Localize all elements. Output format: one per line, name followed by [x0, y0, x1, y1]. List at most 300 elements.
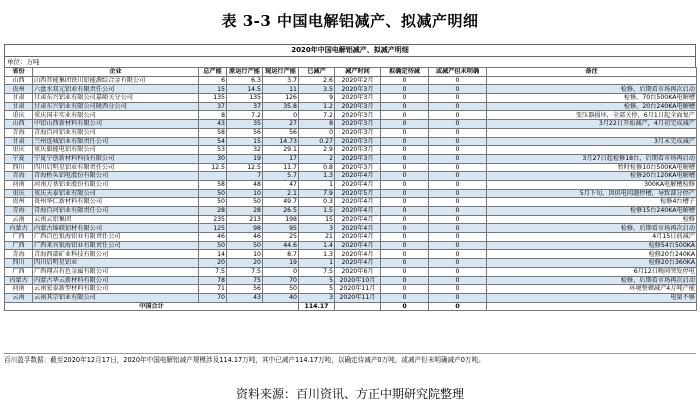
table-cell: 26.5: [263, 207, 299, 216]
table-row: [5, 293, 697, 302]
table-row: [5, 172, 697, 181]
table-cell: 3: [299, 224, 335, 233]
table-cell: 0: [381, 163, 429, 172]
table-cell: 8: [199, 111, 227, 120]
table-cell: [487, 76, 697, 85]
table-cell: 7.2: [227, 111, 263, 120]
table-cell: 4月15日前减产: [487, 233, 697, 242]
table-cell: 56: [227, 285, 263, 294]
table-row: [5, 146, 697, 155]
table-cell: 0: [381, 94, 429, 103]
table-cell: 0: [429, 137, 487, 146]
table-cell: 0: [429, 189, 487, 198]
table-cell: 0: [381, 267, 429, 276]
page-title: 表 3-3 中国电解铝减产、拟减产明细: [221, 12, 479, 30]
table-cell: 5: [299, 276, 335, 285]
table-cell: 0: [429, 128, 487, 137]
table-cell: 7.2: [299, 111, 335, 120]
table-cell: 0: [381, 293, 429, 302]
table-cell: 2020年3月: [335, 111, 381, 120]
table-cell: 126: [263, 94, 299, 103]
table-cell: 0: [299, 128, 335, 137]
table-row: [5, 285, 697, 294]
table-cell: 78: [199, 276, 227, 285]
table-row: [5, 259, 697, 268]
table-cell: 检修，70台500KA电解槽: [487, 94, 697, 103]
table-cell: 检修: [487, 215, 697, 224]
table-cell: 50: [263, 285, 299, 294]
table-cell: 98: [227, 224, 263, 233]
table-cell: 2020年10月: [335, 276, 381, 285]
table-cell: 检修15台240KA电解槽: [487, 207, 697, 216]
table-cell: 11: [263, 85, 299, 94]
table-cell: 0: [429, 172, 487, 181]
table-cell: 0: [381, 224, 429, 233]
table-cell: 48: [227, 180, 263, 189]
table-cell: 14.73: [263, 137, 299, 146]
table-cell: 检修，后期看市场再次启动: [487, 224, 697, 233]
table-cell: 0: [381, 241, 429, 250]
table-cell: [487, 302, 697, 311]
table-cell: 0: [429, 76, 487, 85]
table-row: [5, 233, 697, 242]
table-cell: 2020年3月: [335, 94, 381, 103]
total-label: 中国合计: [5, 302, 299, 311]
table-cell: 0: [381, 120, 429, 129]
table-cell: 213: [227, 215, 263, 224]
table-cell: 1.5: [299, 207, 335, 216]
table-cell: 0: [381, 215, 429, 224]
table-cell: 云南其宗铝业有限公司: [33, 293, 199, 302]
table-cell: 四川启明星铝业: [33, 259, 199, 268]
table-title: 2020年中国电解铝减产、拟减产明细: [4, 44, 696, 56]
table-row: [5, 224, 697, 233]
table-cell: 21: [299, 233, 335, 242]
table-row: [5, 120, 697, 129]
table-cell: 环境整顿减产4万吨产能: [487, 285, 697, 294]
total-unclear: 0: [429, 302, 487, 311]
table-cell: 0: [381, 276, 429, 285]
table-cell: 暂时检修10台500KA电解槽: [487, 163, 697, 172]
table-cell: 19: [263, 259, 299, 268]
table-cell: 重庆天泰铝业有限公司: [33, 189, 199, 198]
table-cell: 7.5: [199, 267, 227, 276]
table-cell: 11.7: [263, 163, 299, 172]
table-cell: 0: [263, 267, 299, 276]
table-cell: 贵州: [5, 198, 33, 207]
table-cell: 广西来宾银海铝业有限责任公司: [33, 241, 199, 250]
table-cell: 0: [381, 137, 429, 146]
table-cell: 15: [299, 215, 335, 224]
column-header: 或减产但未明确: [429, 68, 487, 77]
table-cell: 检修20台240KA: [487, 250, 697, 259]
table-cell: 20: [199, 259, 227, 268]
table-cell: 37: [199, 102, 227, 111]
table-cell: 广西翔吉有色金属有限公司: [33, 267, 199, 276]
column-header: 拟确定待减: [381, 68, 429, 77]
table-cell: 12.5: [227, 163, 263, 172]
table-cell: 广西百色银海铝业有限责任公司: [33, 233, 199, 242]
table-cell: 内蒙古: [5, 224, 33, 233]
table-cell: 青海百河铝业有限责任公司: [33, 207, 199, 216]
table-cell: 云南: [5, 215, 33, 224]
table-cell: 0: [429, 224, 487, 233]
table-cell: 重庆: [5, 146, 33, 155]
column-header: 企业: [33, 68, 199, 77]
table-cell: 2020年5月: [335, 189, 381, 198]
table-cell: [487, 128, 697, 137]
table-cell: 0: [429, 111, 487, 120]
table-cell: 甘肃东兴铝业有限公司陇西分公司: [33, 102, 199, 111]
table-cell: 0: [381, 172, 429, 181]
table-cell: 山西晋能集团铁川铝能源综合金有限公司: [33, 76, 199, 85]
table-cell: 2020年3月: [335, 154, 381, 163]
table-cell: 河南万基铝业股份有限公司: [33, 180, 199, 189]
table-cell: 2020年3月: [335, 137, 381, 146]
table-row: [5, 102, 697, 111]
table-cell: 重庆旗能电铝有限公司: [33, 146, 199, 155]
table-cell: 0: [381, 76, 429, 85]
table-cell: 1.3: [299, 250, 335, 259]
table-cell: 0: [429, 215, 487, 224]
table-cell: 9: [299, 94, 335, 103]
table-cell: 6: [199, 76, 227, 85]
table-cell: 2020年3月: [335, 128, 381, 137]
total-row: [5, 302, 697, 311]
table-cell: 甘肃: [5, 137, 33, 146]
table-cell: 四川启明星铝业有限责任公司: [33, 163, 199, 172]
table-cell: 检修，20台240KA电解槽: [487, 102, 697, 111]
table-cell: [335, 302, 381, 311]
table-cell: 1.4: [299, 241, 335, 250]
table-cell: 检修20台120KA电解槽: [487, 172, 697, 181]
table-cell: 山西: [5, 76, 33, 85]
table-cell: 2020年4月: [335, 215, 381, 224]
table-cell: 四川: [5, 259, 33, 268]
table-cell: 27: [263, 120, 299, 129]
table-cell: 6月12日晚间突发停电: [487, 267, 697, 276]
unit-label: 单位：万吨: [4, 56, 696, 67]
table-cell: 50: [227, 198, 263, 207]
table-cell: 2020年4月: [335, 259, 381, 268]
table-cell: 2020年4月: [335, 172, 381, 181]
table-cell: 56: [263, 128, 299, 137]
table-cell: 3: [299, 293, 335, 302]
table-cell: 2: [299, 154, 335, 163]
table-cell: 兰州连城铝业有限责任公司: [33, 137, 199, 146]
column-header: 备注: [487, 68, 697, 77]
table-cell: 0: [263, 111, 299, 120]
table-cell: 20: [227, 259, 263, 268]
table-cell: 0: [381, 189, 429, 198]
table-cell: 7.5: [227, 267, 263, 276]
table-cell: 70: [199, 293, 227, 302]
table-cell: 0: [429, 163, 487, 172]
table-cell: 300KA电解槽检修: [487, 180, 697, 189]
table-cell: 变压器损坏，全部关停，6月1日起全面复产: [487, 111, 697, 120]
table-cell: 0: [429, 250, 487, 259]
table-cell: 甘肃东兴铝业有限公司嘉峪关分公司: [33, 94, 199, 103]
table-cell: 0: [429, 198, 487, 207]
table-cell: 甘肃: [5, 94, 33, 103]
table-cell: 37: [227, 102, 263, 111]
table-cell: 2020年4月: [335, 241, 381, 250]
table-cell: 7: [227, 172, 263, 181]
table-cell: 14.5: [227, 85, 263, 94]
table-cell: 5月下旬，因供电问题停槽，导致部分停产: [487, 189, 697, 198]
table-cell: 2.6: [299, 76, 335, 85]
table-cell: 中铝山西新材料有限公司: [33, 120, 199, 129]
table-cell: 贵州: [5, 85, 33, 94]
table-cell: 内蒙古: [5, 276, 33, 285]
table-cell: 43: [199, 120, 227, 129]
table-cell: 0: [381, 111, 429, 120]
table-row: [5, 250, 697, 259]
table-cell: 山西: [5, 120, 33, 129]
table-cell: 云南宏泰新型材料有限公司: [33, 285, 199, 294]
table-cell: 四川: [5, 163, 33, 172]
table-cell: 58: [199, 128, 227, 137]
table-cell: 0: [429, 207, 487, 216]
table-cell: 2020年3月: [335, 146, 381, 155]
total-value: 114.17: [299, 302, 335, 311]
table-cell: 甘肃: [5, 102, 33, 111]
column-header: 减产时间: [335, 68, 381, 77]
table-cell: 0.3: [299, 198, 335, 207]
table-cell: 135: [227, 94, 263, 103]
table-cell: 10: [227, 250, 263, 259]
table-cell: 重庆国丰实业有限公司: [33, 111, 199, 120]
total-to-reduce: 0: [381, 302, 429, 311]
column-header: 已减产: [299, 68, 335, 77]
table-cell: 内蒙古锦联铝材有限公司: [33, 224, 199, 233]
table-cell: 1.3: [299, 172, 335, 181]
table-cell: 95: [263, 224, 299, 233]
table-cell: 0: [381, 180, 429, 189]
table-cell: 河南: [5, 285, 33, 294]
table-cell: 2020年3月: [335, 85, 381, 94]
table-cell: 青海: [5, 128, 33, 137]
table-cell: 2020年4月: [335, 250, 381, 259]
table-cell: 3月22日开始减产，4月初完成减产: [487, 120, 697, 129]
table-cell: 0: [429, 120, 487, 129]
table-row: [5, 241, 697, 250]
table-row: [5, 180, 697, 189]
table-cell: 50: [227, 241, 263, 250]
table-cell: 广西: [5, 241, 33, 250]
table-cell: 0: [381, 154, 429, 163]
table-cell: 8.7: [263, 250, 299, 259]
table-cell: 0: [429, 276, 487, 285]
table-row: [5, 128, 697, 137]
table-cell: 广西: [5, 233, 33, 242]
table-cell: 17: [263, 154, 299, 163]
column-header: 总产能: [199, 68, 227, 77]
table-cell: 重庆: [5, 111, 33, 120]
table-cell: 宁夏: [5, 154, 33, 163]
table-cell: 15: [227, 137, 263, 146]
table-cell: 7.9: [299, 189, 335, 198]
column-header: 原运行产能: [227, 68, 263, 77]
table-cell: 0: [429, 285, 487, 294]
table-cell: 28: [227, 207, 263, 216]
table-row: [5, 215, 697, 224]
table-cell: 5: [299, 285, 335, 294]
table-cell: 青海桥头铝电股份有限公司: [33, 172, 199, 181]
table-cell: 检修54台500KA: [487, 241, 697, 250]
table-cell: 10: [227, 189, 263, 198]
table-cell: 2020年11月: [335, 293, 381, 302]
table-cell: 71: [199, 285, 227, 294]
table-cell: 贵州华仁新材料有限公司: [33, 198, 199, 207]
table-cell: 检修，后期看市场再次启动: [487, 276, 697, 285]
table-cell: 0.8: [299, 163, 335, 172]
table-cell: 58: [199, 180, 227, 189]
table-cell: 3月末完成减产: [487, 137, 697, 146]
table-cell: 0: [381, 85, 429, 94]
table-cell: 2020年3月: [335, 163, 381, 172]
table-cell: 0: [381, 285, 429, 294]
table-row: [5, 137, 697, 146]
table-cell: 3.5: [299, 85, 335, 94]
table-cell: 50: [199, 189, 227, 198]
table-cell: 50: [199, 198, 227, 207]
table-cell: 30: [199, 154, 227, 163]
table-cell: 3.7: [263, 76, 299, 85]
table-cell: 7.5: [299, 267, 335, 276]
table-cell: 0: [381, 146, 429, 155]
table-cell: 0.27: [299, 137, 335, 146]
table-cell: 检修20台360KA: [487, 259, 697, 268]
table-row: [5, 76, 697, 85]
source-caption: 资料来源：百川资讯、方正中期研究院整理: [235, 387, 464, 401]
table-cell: 70: [263, 276, 299, 285]
table-cell: 2020年4月: [335, 233, 381, 242]
table-cell: 广西: [5, 267, 33, 276]
table-cell: 2.1: [263, 189, 299, 198]
table-cell: 六盘水双元铝业有限责任公司: [33, 85, 199, 94]
table-row: [5, 85, 697, 94]
table-cell: 重庆: [5, 189, 33, 198]
table-cell: 1: [299, 180, 335, 189]
table-cell: 47: [263, 180, 299, 189]
table-cell: 检修，后期看市场再次启动: [487, 85, 697, 94]
table-cell: 14: [199, 250, 227, 259]
table-cell: 125: [199, 224, 227, 233]
table-cell: 0: [429, 180, 487, 189]
table-cell: 32: [227, 146, 263, 155]
table-cell: 0: [381, 259, 429, 268]
table-cell: 2020年4月: [335, 224, 381, 233]
table-cell: 29.1: [263, 146, 299, 155]
table-cell: 云南: [5, 293, 33, 302]
table-cell: 235: [199, 215, 227, 224]
table-cell: 云南云铝集团: [33, 215, 199, 224]
table-cell: 28: [199, 207, 227, 216]
table-body: [5, 76, 697, 311]
column-header: 现运行产能: [263, 68, 299, 77]
table-cell: 198: [263, 215, 299, 224]
table-cell: 0: [429, 259, 487, 268]
reduction-table: [4, 67, 697, 311]
table-cell: 0: [429, 102, 487, 111]
table-cell: 青海: [5, 250, 33, 259]
table-cell: 46: [199, 233, 227, 242]
table-cell: 0: [429, 293, 487, 302]
table-cell: 青海: [5, 172, 33, 181]
table-cell: 0: [429, 241, 487, 250]
table-row: [5, 198, 697, 207]
table-cell: 检修4台槽子: [487, 198, 697, 207]
table-cell: 19: [227, 154, 263, 163]
table-cell: 2020年3月: [335, 120, 381, 129]
table-cell: 0: [381, 207, 429, 216]
table-row: [5, 94, 697, 103]
table-cell: 宁夏宁创新材料科技有限公司: [33, 154, 199, 163]
table-cell: 12.5: [199, 163, 227, 172]
table-cell: 0: [429, 146, 487, 155]
table-cell: 2020年11月: [335, 285, 381, 294]
table-cell: 15: [199, 85, 227, 94]
table-cell: 2020年4月: [335, 180, 381, 189]
table-cell: 2020年4月: [335, 207, 381, 216]
table-row: [5, 276, 697, 285]
table-cell: 50: [199, 241, 227, 250]
table-cell: 青海西部矿业科技有限公司: [33, 250, 199, 259]
table-cell: 河南: [5, 180, 33, 189]
table-cell: 0: [429, 85, 487, 94]
table-cell: 2020年6月: [335, 267, 381, 276]
table-cell: 46: [227, 233, 263, 242]
table-cell: 56: [227, 128, 263, 137]
column-header: 省份: [5, 68, 33, 77]
table-cell: 54: [199, 137, 227, 146]
table-cell: 2020年2月: [335, 76, 381, 85]
table-cell: 75: [227, 276, 263, 285]
table-cell: 青海: [5, 207, 33, 216]
table-cell: 青海百河铝业有限公司: [33, 128, 199, 137]
table-cell: 6.3: [227, 76, 263, 85]
table-cell: 35.8: [263, 102, 299, 111]
table-cell: 0: [381, 198, 429, 207]
header-row: [5, 68, 697, 77]
table-cell: 43: [227, 293, 263, 302]
table-cell: 0: [381, 233, 429, 242]
table-cell: 2020年4月: [335, 198, 381, 207]
table-cell: 1.2: [299, 102, 335, 111]
table-cell: 2.9: [299, 146, 335, 155]
table-row: [5, 111, 697, 120]
spreadsheet: [4, 44, 696, 311]
table-row: [5, 189, 697, 198]
table-cell: [487, 146, 697, 155]
table-cell: 2020年3月: [335, 102, 381, 111]
table-cell: 0: [381, 250, 429, 259]
table-cell: 40: [263, 293, 299, 302]
table-cell: 44.6: [263, 241, 299, 250]
table-cell: 0: [429, 94, 487, 103]
table-cell: 3月27日起检修18台，后期看市场再启动: [487, 154, 697, 163]
table-cell: 0: [381, 128, 429, 137]
footnote: 百川盈孚数据：截至2020年12月17日，2020年中国电解铝减产规模涉及114.17万吨，其中已减产114.17万吨，以确定待减产0万吨，或减产但未明确减产0万吨。: [4, 353, 696, 365]
table-cell: 49.7: [263, 198, 299, 207]
table-cell: 135: [199, 94, 227, 103]
table-cell: 1: [299, 259, 335, 268]
table-cell: 电量不够: [487, 293, 697, 302]
table-row: [5, 163, 697, 172]
table-cell: 0: [429, 267, 487, 276]
table-row: [5, 207, 697, 216]
